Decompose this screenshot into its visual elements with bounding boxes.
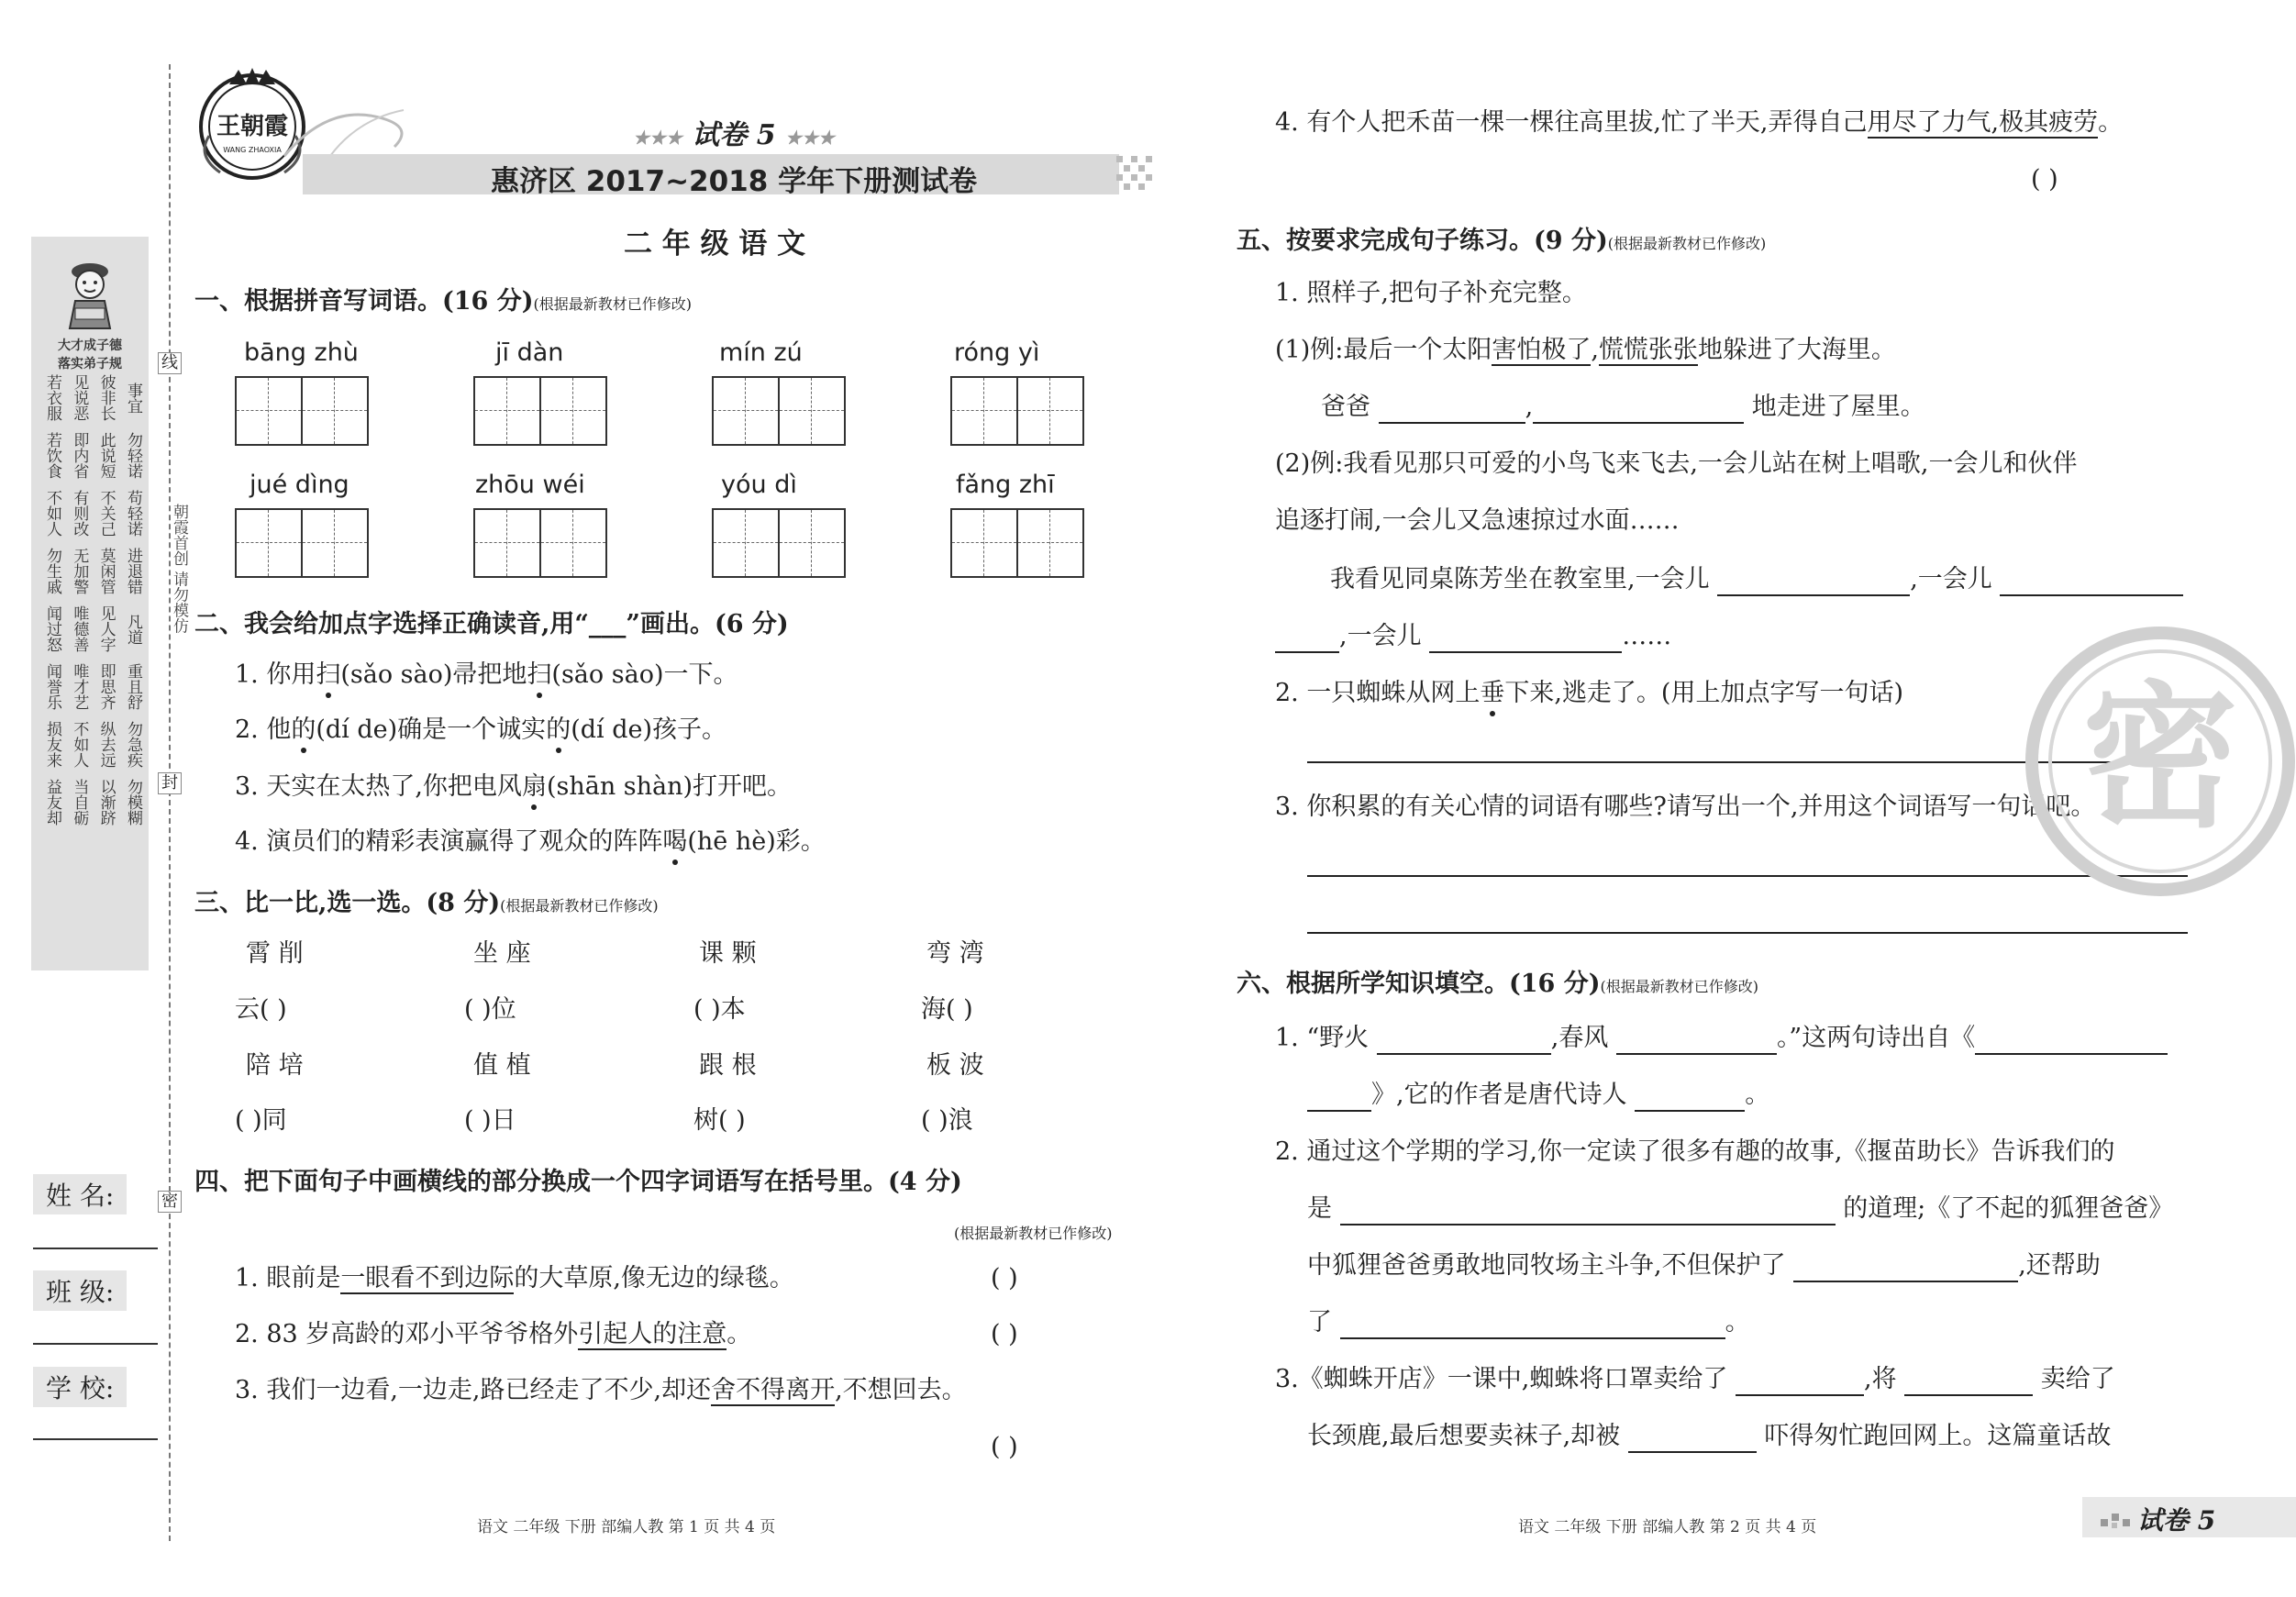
s6-q2d: 了 。	[1307, 1306, 1750, 1339]
corner-dots-icon	[2101, 1510, 2137, 1528]
blank[interactable]	[1340, 1310, 1725, 1339]
blank[interactable]	[2000, 567, 2183, 596]
motto-text: 闻誉乐	[43, 663, 61, 710]
motto-group	[40, 779, 143, 826]
motto-text: 见人字	[96, 605, 116, 652]
motto-text: 闻过怒	[43, 605, 61, 652]
s4-answer-4[interactable]: ( )	[2031, 165, 2058, 194]
blank[interactable]	[1736, 1367, 1864, 1396]
s5-q1: 1. 照样子,把句子补充完整。	[1275, 279, 1587, 307]
s4-answer-3[interactable]: ( )	[991, 1433, 1018, 1461]
motto-group	[40, 605, 143, 652]
char-grid[interactable]	[712, 508, 846, 578]
answer-line[interactable]	[1307, 932, 2188, 934]
section-6-title: 六、根据所学知识填空。(16 分)(根据最新教材已作修改)	[1237, 970, 1759, 998]
section-4-note: (根据最新教材已作修改)	[954, 1225, 1113, 1242]
name-label: 姓 名:	[33, 1174, 127, 1214]
s2-item-4: 4. 演员们的精彩表演赢得了观众的阵阵喝(hē hè)彩。	[235, 826, 826, 859]
motto-caption-1: 大才成子德	[58, 338, 122, 353]
motto-text: 勿轻诺	[123, 432, 142, 479]
pinyin-4: róng yì	[954, 338, 1040, 367]
motto-text: 凡道	[123, 613, 142, 645]
char-grid[interactable]	[712, 376, 846, 446]
s3-pair: 坐 座	[473, 939, 531, 968]
blank[interactable]	[1340, 1196, 1836, 1225]
s3-blank[interactable]: ( )浪	[921, 1106, 973, 1135]
blank[interactable]	[1717, 567, 1910, 596]
s3-pair: 值 植	[473, 1051, 531, 1080]
motto-text: 重且舒	[123, 663, 142, 710]
blank[interactable]	[1275, 624, 1339, 653]
motto-text: 损友来	[43, 721, 61, 768]
s3-blank[interactable]: ( )位	[464, 995, 516, 1024]
cut-mark-line: 线	[158, 352, 182, 374]
motto-groups	[40, 374, 143, 837]
s3-pair: 课 颗	[699, 939, 757, 968]
motto-text: 不如人	[70, 721, 89, 768]
pinyin-8: fǎng zhī	[956, 471, 1055, 499]
motto-text: 益友却	[43, 779, 61, 826]
class-label: 班 级:	[33, 1270, 127, 1311]
char-grid[interactable]	[235, 376, 369, 446]
s4-item-1: 1. 眼前是一眼看不到边际的大草原,像无边的绿毯。	[235, 1264, 794, 1292]
motto-text: 苟轻诺	[123, 490, 142, 537]
pinyin-5: jué dìng	[250, 471, 349, 499]
blank[interactable]	[1904, 1367, 2033, 1396]
s3-blank[interactable]: 海( )	[921, 995, 973, 1024]
s5-task-1: 爸爸 , 地走进了屋里。	[1321, 391, 1925, 424]
motto-group	[40, 490, 143, 537]
motto-group	[40, 548, 143, 594]
blank[interactable]	[1635, 1082, 1745, 1112]
section-4-title: 四、把下面句子中画横线的部分换成一个四字词语写在括号里。(4 分)	[194, 1168, 962, 1196]
motto-panel	[31, 237, 149, 970]
pinyin-7: yóu dì	[721, 471, 797, 499]
paper-title: 惠济区 2017~2018 学年下册测试卷	[491, 165, 978, 198]
s5-task-2b: ,一会儿 ……	[1275, 620, 1671, 653]
s3-blank[interactable]: ( )本	[693, 995, 746, 1024]
motto-text: 即思齐	[96, 663, 116, 710]
motto-text: 见说恶	[70, 374, 89, 421]
blank[interactable]	[1628, 1424, 1757, 1453]
blank[interactable]	[1307, 1082, 1371, 1112]
motto-text: 彼非长	[96, 374, 116, 421]
s4-item-2: 2. 83 岁高龄的邓小平爷爷格外引起人的注意。	[235, 1320, 752, 1348]
corner-paper-mark	[2082, 1497, 2296, 1537]
copyright-notice: 朝霞首创 请勿模仿	[170, 504, 188, 634]
blank[interactable]	[1533, 394, 1744, 424]
seal-char: 密	[2081, 668, 2239, 849]
blank[interactable]	[1379, 394, 1525, 424]
blank[interactable]	[1377, 1026, 1551, 1055]
motto-text: 此说短	[96, 432, 116, 479]
subject-title: 二 年 级 语 文	[624, 227, 806, 261]
class-field[interactable]	[33, 1343, 158, 1345]
char-grid[interactable]	[950, 376, 1084, 446]
motto-group	[40, 432, 143, 479]
motto-text: 莫闲管	[96, 548, 116, 594]
char-grid[interactable]	[950, 508, 1084, 578]
name-field[interactable]	[33, 1248, 158, 1249]
motto-caption-2: 落实弟子规	[58, 357, 122, 372]
motto-group	[40, 374, 143, 421]
s5-q2: 2. 一只蜘蛛从网上垂下来,逃走了。(用上加点字写一句话)	[1275, 677, 1903, 710]
s4-answer-1[interactable]: ( )	[991, 1264, 1018, 1292]
s5-example-2a: (2)例:我看见那只可爱的小鸟飞来飞去,一会儿站在树上唱歌,一会儿和伙伴	[1275, 449, 2078, 478]
s3-pair: 弯 湾	[926, 939, 984, 968]
char-grid[interactable]	[473, 376, 607, 446]
logo-text: 王朝霞	[216, 113, 289, 140]
footer-page-2: 语文 二年级 下册 部编人教 第 2 页 共 4 页	[1518, 1518, 1817, 1536]
s3-blank[interactable]: ( )日	[464, 1106, 516, 1135]
s6-q1b: 》,它的作者是唐代诗人 。	[1307, 1079, 1769, 1112]
motto-group	[40, 663, 143, 710]
s3-blank[interactable]: ( )同	[235, 1106, 287, 1135]
section-5-title: 五、按要求完成句子练习。(9 分)(根据最新教材已作修改)	[1237, 227, 1767, 255]
motto-text: 勿生戚	[43, 548, 61, 594]
s3-pair: 跟 根	[699, 1051, 757, 1080]
s2-item-2: 2. 他的(dí de)确是一个诚实的(dí de)孩子。	[235, 714, 727, 747]
char-grid[interactable]	[473, 508, 607, 578]
corner-paper-number: 试卷 5	[2137, 1505, 2216, 1536]
motto-text: 若衣服	[43, 374, 61, 421]
s6-q3b: 长颈鹿,最后想要卖袜子,却被 吓得匆忙跑回网上。这篇童话故	[1307, 1420, 2111, 1453]
s3-pair: 板 波	[926, 1051, 984, 1080]
motto-text: 唯才艺	[70, 663, 89, 710]
s4-item-3: 3. 我们一边看,一边走,路已经走了不少,却还舍不得离开,不想回去。	[235, 1376, 967, 1404]
s3-blank[interactable]: 树( )	[693, 1106, 746, 1135]
pinyin-1: bāng zhù	[244, 338, 359, 367]
school-field[interactable]	[33, 1438, 158, 1440]
scholar-figure-icon	[48, 248, 132, 332]
logo-sub: WANG ZHAOXIA	[223, 146, 282, 154]
dot-pattern-decoration	[1115, 154, 1160, 194]
s5-q3: 3. 你积累的有关心情的词语有哪些?请写出一个,并用这个词语写一句话吧。	[1275, 793, 2096, 821]
s3-blank[interactable]: 云( )	[235, 995, 287, 1024]
s4-item-4: 4. 有个人把禾苗一棵一棵往高里拔,忙了半天,弄得自己用尽了力气,极其疲劳。	[1275, 108, 2124, 137]
pinyin-6: zhōu wéi	[475, 471, 585, 499]
footer-page-1: 语文 二年级 下册 部编人教 第 1 页 共 4 页	[477, 1518, 776, 1536]
blank[interactable]	[1975, 1026, 2168, 1055]
s2-item-3: 3. 天实在太热了,你把电风扇(shān shàn)打开吧。	[235, 771, 792, 804]
motto-text: 无加警	[70, 548, 89, 594]
blank[interactable]	[1793, 1253, 2018, 1282]
s5-example-1: (1)例:最后一个太阳害怕极了,慌慌张张地躲进了大海里。	[1275, 336, 1896, 364]
section-2-title: 二、我会给加点字选择正确读音,用“___”画出。(6 分)	[194, 610, 789, 638]
s3-pair: 陪 培	[246, 1051, 304, 1080]
motto-text: 事宜	[123, 382, 142, 414]
s6-q2c: 中狐狸爸爸勇敢地同牧场主斗争,不但保护了 ,还帮助	[1307, 1249, 2101, 1282]
motto-text: 进退错	[123, 548, 142, 594]
s6-q3a: 3.《蜘蛛开店》一课中,蜘蛛将口罩卖给了 ,将 卖给了	[1275, 1363, 2115, 1396]
motto-text: 以渐跻	[96, 779, 116, 826]
s6-q2b: 是 的道理;《了不起的狐狸爸爸》	[1307, 1192, 2173, 1225]
motto-text: 当自砺	[70, 779, 89, 826]
char-grid[interactable]	[235, 508, 369, 578]
pinyin-2: jī dàn	[495, 338, 564, 367]
paper-number: ★★★ 试卷 5 ★★★	[633, 119, 835, 151]
section-3-title: 三、比一比,选一选。(8 分)(根据最新教材已作修改)	[194, 889, 659, 917]
blank[interactable]	[1429, 624, 1622, 653]
pinyin-3: mín zú	[719, 338, 803, 367]
blank[interactable]	[1616, 1026, 1777, 1055]
binding-dashed-line	[169, 64, 171, 1541]
motto-text: 即内省	[70, 432, 89, 479]
s6-q1a: 1. “野火 ,春风 。”这两句诗出自《	[1275, 1022, 2168, 1055]
school-label: 学 校:	[33, 1367, 127, 1407]
cut-mark-seal: 封	[158, 772, 182, 794]
motto-text: 唯德善	[70, 605, 89, 652]
motto-text: 不关己	[96, 490, 116, 537]
motto-text: 勿模糊	[123, 779, 142, 826]
motto-text: 若饮食	[43, 432, 61, 479]
section-1-title: 一、根据拼音写词语。(16 分)(根据最新教材已作修改)	[194, 287, 693, 316]
s5-task-2a: 我看见同桌陈芳坐在教室里,一会儿 ,一会儿	[1330, 563, 2183, 596]
s2-item-1: 1. 你用扫(sǎo sào)帚把地扫(sǎo sào)一下。	[235, 659, 738, 692]
secret-seal-watermark	[2023, 624, 2296, 899]
motto-text: 不如人	[43, 490, 61, 537]
motto-text: 有则改	[70, 490, 89, 537]
motto-group	[40, 721, 143, 768]
s4-answer-2[interactable]: ( )	[991, 1320, 1018, 1348]
motto-text: 勿急疾	[123, 721, 142, 768]
s3-pair: 霄 削	[246, 939, 304, 968]
s5-example-2b: 追逐打闹,一会儿又急速掠过水面……	[1275, 506, 1680, 535]
s6-q2a: 2. 通过这个学期的学习,你一定读了很多有趣的故事,《揠苗助长》告诉我们的	[1275, 1137, 2115, 1166]
motto-text: 纵去远	[96, 721, 116, 768]
cut-mark-secret: 密	[158, 1191, 182, 1213]
